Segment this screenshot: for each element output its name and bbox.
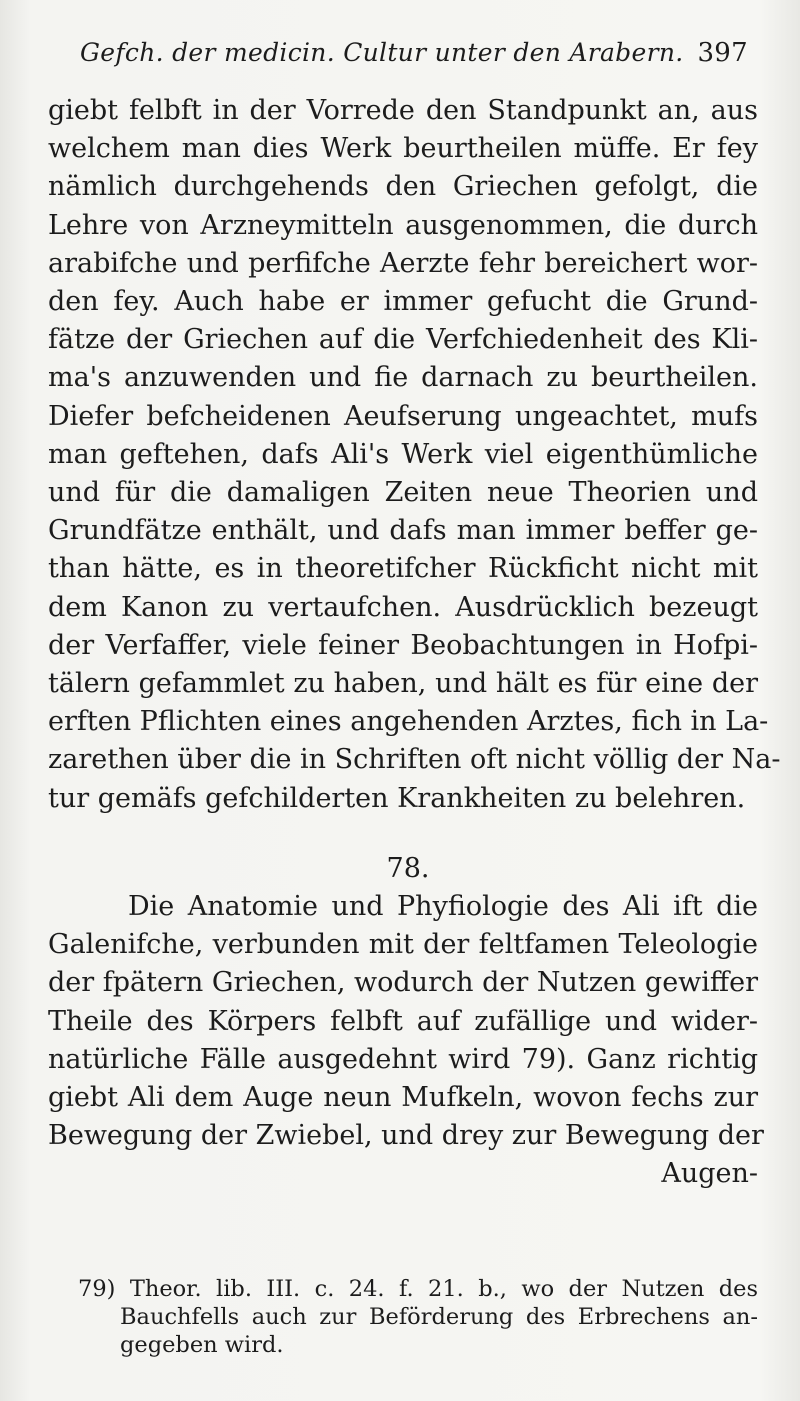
text-line: arabifche und perfifche Aerzte fehr bereichert wor- (48, 247, 758, 279)
text-line: den fey. Auch habe er immer gefucht die Grund- (48, 286, 758, 318)
text-line: giebt Ali dem Auge neun Mufkeln, wovon fechs zur (48, 1082, 758, 1114)
paragraph-section-78 (48, 888, 764, 1194)
footnote-line: 79) Theor. lib. III. c. 24. f. 21. b., wo der Nutzen des (78, 1276, 758, 1302)
page-number: 397 (697, 38, 748, 68)
text-line: Die Anatomie und Phyfiologie des Ali ift die (128, 891, 758, 923)
main-text (48, 92, 781, 1194)
text-line: Theile des Körpers felbft auf zufällige und wider- (48, 1005, 758, 1037)
footnote-line: gegeben wird. (120, 1332, 284, 1358)
text-line: Lehre von Arzneymitteln ausgenommen, die durch (48, 209, 758, 241)
text-line: welchem man dies Werk beurtheilen müffe. Er fey (48, 133, 758, 165)
text-line: Bewegung der Zwiebel, und drey zur Bewegung der (48, 1120, 764, 1152)
text-line: der fpätern Griechen, wodurch der Nutzen gewiffer (48, 967, 758, 999)
text-line: tälern gefammlet zu haben, und hält es für eine der (48, 668, 758, 700)
text-line: Galenifche, verbunden mit der feltfamen Teleologie (48, 929, 758, 961)
text-line: nämlich durchgehends den Griechen gefolgt, die (48, 171, 758, 203)
text-line: giebt felbft in der Vorrede den Standpunkt an, aus (48, 95, 758, 126)
text-line: ma's anzuwenden und fie darnach zu beurtheilen. (48, 362, 758, 394)
footnote (78, 1275, 758, 1359)
text-line: than hätte, es in theoretifcher Rückficht nicht mit (48, 553, 758, 585)
text-line: fätze der Griechen auf die Verfchiedenheit des Kli- (48, 324, 758, 356)
text-line: der Verfaffer, viele feiner Beobachtungen in Hofpi- (48, 629, 758, 661)
text-line: erften Pflichten eines angehenden Arztes, fich in La- (48, 706, 769, 738)
running-title: Gefch. der medicin. Cultur unter den Arabern. (80, 38, 684, 67)
footnote-line: Bauchfells auch zur Beförderung des Erbrechens an- (120, 1304, 758, 1330)
catchword: Augen- (661, 1158, 758, 1190)
text-line: dem Kanon zu vertaufchen. Ausdrücklich bezeugt (48, 591, 758, 623)
paragraph-continued (48, 92, 781, 818)
section-number: 78. (386, 852, 430, 884)
text-line: natürliche Fälle ausgedehnt wird 79). Ganz richtig (48, 1043, 758, 1075)
running-header (80, 38, 760, 67)
text-line: und für die damaligen Zeiten neue Theorien und (48, 477, 758, 509)
text-line: tur gemäfs gefchilderten Krankheiten zu belehren. (48, 782, 746, 814)
text-line: man geftehen, dafs Ali's Werk viel eigenthümliche (48, 438, 758, 470)
text-line: Diefer befcheidenen Aeufserung ungeachtet, mufs (48, 400, 758, 432)
text-line: Grundfätze enthält, und dafs man immer beffer ge- (48, 515, 758, 547)
text-line: zarethen über die in Schriften oft nicht völlig der Na- (48, 744, 781, 776)
